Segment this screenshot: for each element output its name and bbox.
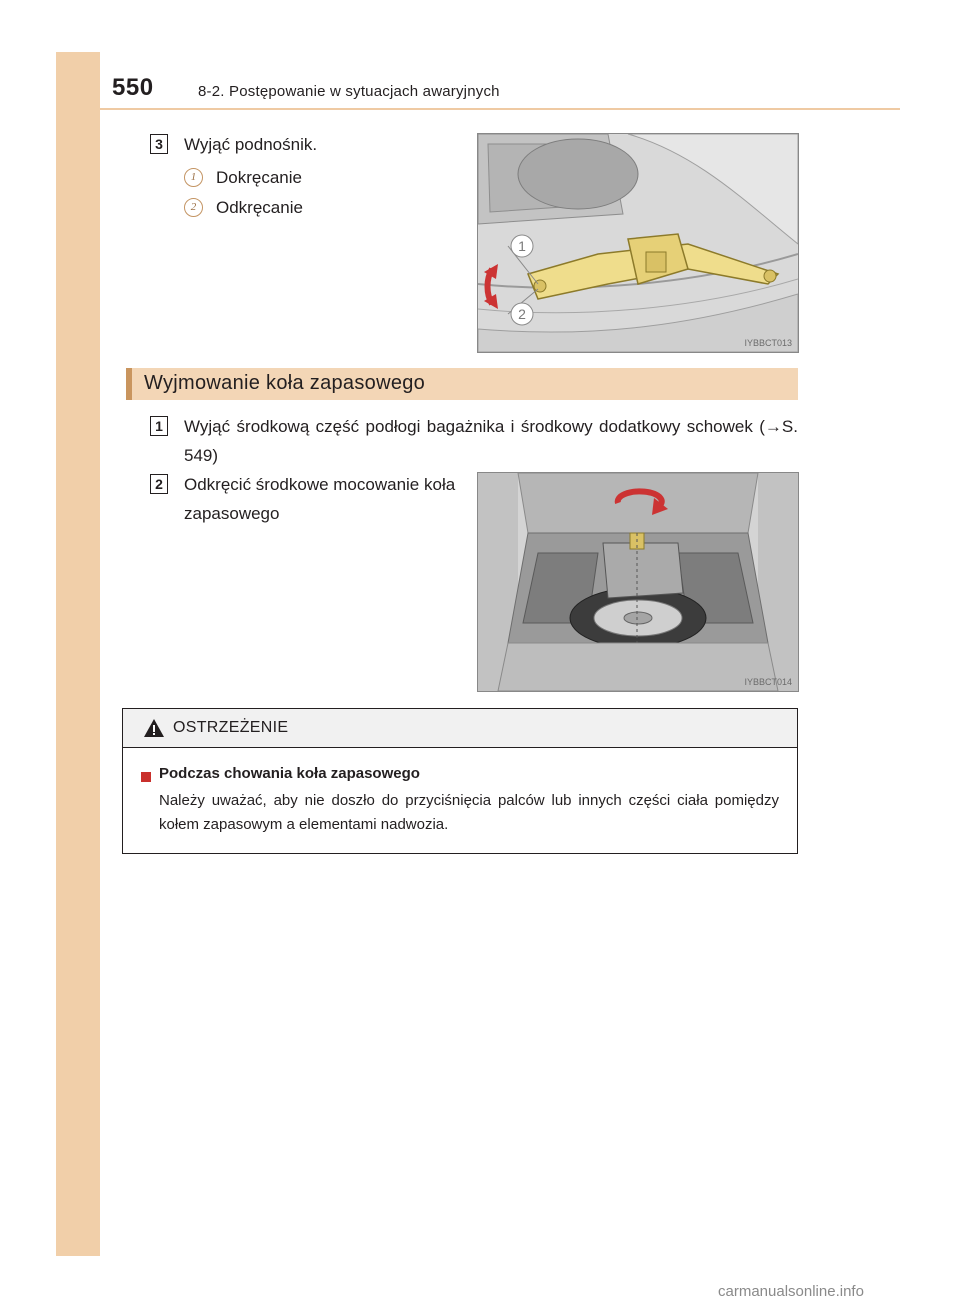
side-margin-bar [56,52,100,1256]
section-accent [126,368,132,400]
warning-title: OSTRZEŻENIE [173,719,289,736]
jack-illustration [477,133,799,353]
figure-code: IYBBCT014 [744,677,792,687]
item-2-marker: 2 [184,198,203,217]
step-3-text: Wyjąć podnośnik. [184,135,318,154]
warning-bullet-icon [141,772,151,782]
trunk-spare-wheel-illustration [477,472,799,692]
step-1-text: Wyjąć środkową część podłogi bagażnika i środkowy dodatkowy schowek (→S. 549) [184,417,798,465]
item-1-label: Dokręcanie [216,168,302,187]
step-2-text: Odkręcić środkowe mocowanie koła zapasowego [184,475,456,523]
section-header: 8-2. Postępowanie w sytuacjach awaryjnych [198,83,500,100]
page-number: 550 [112,74,154,101]
step-3-number: 3 [150,134,168,154]
figure-marker-2: 2 [518,306,526,322]
item-2-label: Odkręcanie [216,198,303,217]
section-heading-bar [126,368,798,400]
figure-code: IYBBCT013 [744,338,792,348]
jack-drawing [478,134,798,352]
step-1-number: 1 [150,416,168,436]
trunk-drawing [478,473,798,691]
step-2-number: 2 [150,474,168,494]
warning-subtitle: Podczas chowania koła zapasowego [159,765,420,782]
warning-body: Należy uważać, aby nie doszło do przyciśnięcia palców lub innych części ciała pomiędzy kołem zapasowym a elementami nadwozia. [159,792,779,833]
warning-box [122,708,798,854]
footer-watermark: carmanualsonline.info [718,1283,864,1300]
figure-marker-1: 1 [518,238,526,254]
warning-header [123,709,797,748]
section-title: Wyjmowanie koła zapasowego [144,372,426,394]
warning-triangle-icon [143,718,165,738]
header-divider [100,108,900,110]
item-1-marker: 1 [184,168,203,187]
